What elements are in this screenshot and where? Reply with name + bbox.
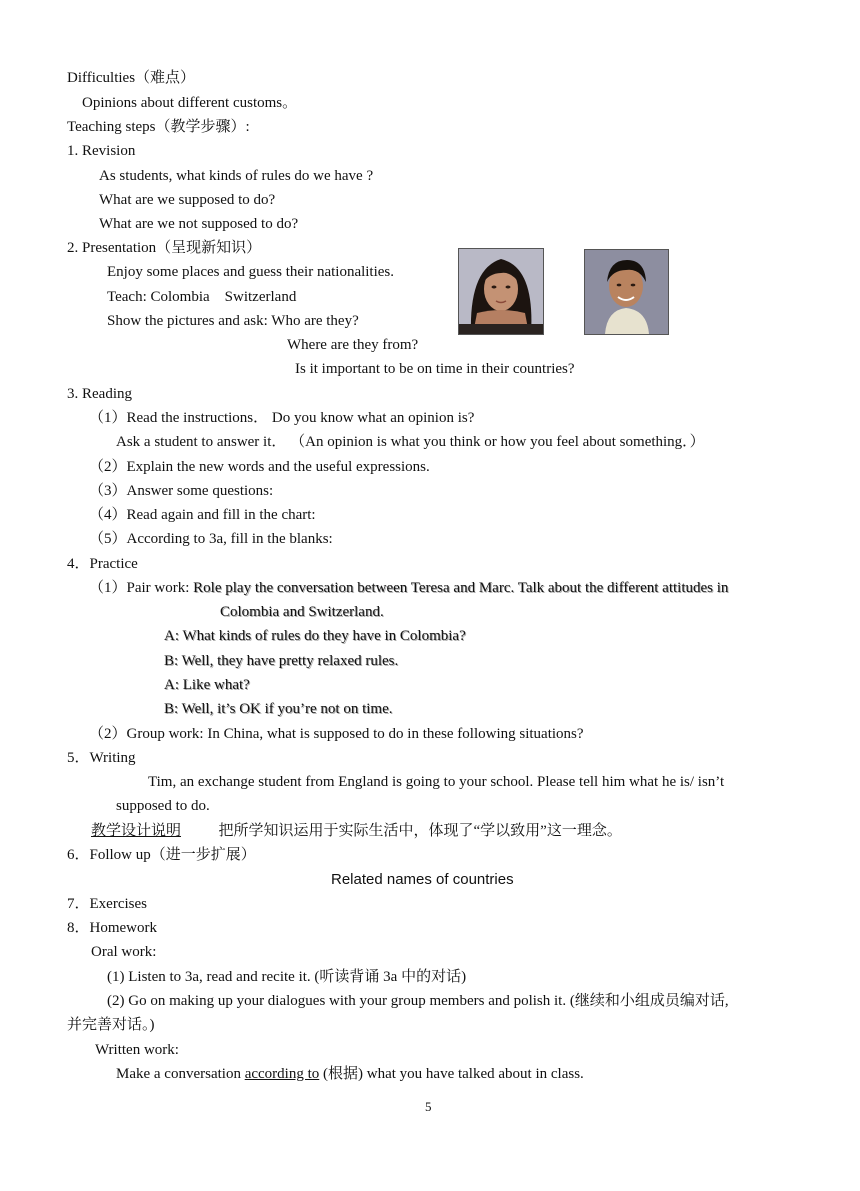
photo-girl (458, 248, 544, 335)
difficulties-heading: Difficulties（难点） (67, 70, 196, 86)
step-reading: 3. Reading (67, 386, 132, 402)
practice-2: （2）Group work: In China, what is supposed to do in these following situations? (89, 726, 584, 742)
presentation-line3: Show the pictures and ask: Who are they? (107, 313, 359, 329)
homework-2: (2) Go on making up your dialogues with your group members and polish it. (继续和小组成员编对话, (107, 993, 729, 1009)
reading-4: （4）Read again and fill in the chart: (89, 507, 316, 523)
presentation-line4: Where are they from? (287, 337, 419, 353)
presentation-line5: Is it important to be on time in their countries? (295, 361, 575, 377)
dialogue-b1: B: Well, they have pretty relaxed rules. (164, 653, 399, 669)
page-number: 5 (425, 1099, 432, 1114)
reading-2: （2）Explain the new words and the useful expressions. (89, 459, 430, 475)
presentation-line2: Teach: Colombia Switzerland (107, 289, 297, 305)
dialogue-a1: A: What kinds of rules do they have in Colombia? (164, 628, 466, 644)
homework-3 (116, 1064, 584, 1084)
oral-work-label: Oral work: (91, 944, 157, 960)
design-note-label: 教学设计说明 (91, 823, 182, 839)
design-note-text: 把所学知识运用于实际生活中，体现了“学以致用”这一理念。 (218, 823, 622, 839)
writing-line2: supposed to do. (116, 798, 210, 814)
revision-q3: What are we not supposed to do? (99, 216, 299, 232)
dialogue-b2: B: Well, it’s OK if you’re not on time. (164, 701, 393, 717)
dialogue-a2: A: Like what? (164, 677, 250, 693)
teaching-steps-heading: Teaching steps（教学步骤）: (67, 119, 250, 135)
practice-1-prefix: （1）Pair work: (89, 580, 194, 596)
reading-3: （3）Answer some questions: (89, 483, 274, 499)
related-names-title: Related names of countries (331, 871, 514, 888)
homework-2-cont: 并完善对话。) (67, 1017, 155, 1033)
design-note (91, 821, 622, 841)
homework-3-underlined: according to (244, 1066, 320, 1082)
reading-1: （1）Read the instructions． Do you know what an opinion is? (89, 410, 475, 426)
revision-q2: What are we supposed to do? (99, 192, 276, 208)
practice-1-text2: Colombia and Switzerland. (220, 604, 384, 620)
step-exercises: 7．Exercises (67, 896, 147, 912)
photo-boy (584, 249, 669, 335)
practice-1 (89, 578, 728, 598)
written-work-label: Written work: (95, 1042, 179, 1058)
step-follow-up: 6．Follow up（进一步扩展） (67, 847, 256, 863)
revision-q1: As students, what kinds of rules do we have ? (99, 168, 374, 184)
homework-3-pre: Make a conversation (116, 1066, 245, 1082)
step-writing: 5．Writing (67, 750, 136, 766)
step-presentation: 2. Presentation（呈现新知识） (67, 240, 262, 256)
step-revision: 1. Revision (67, 143, 136, 159)
step-practice: 4．Practice (67, 556, 138, 572)
reading-5: （5）According to 3a, fill in the blanks: (89, 531, 333, 547)
writing-line1: Tim, an exchange student from England is going to your school. Please tell him what he is/ isn’t (148, 774, 725, 790)
presentation-line1: Enjoy some places and guess their nationalities. (107, 264, 395, 280)
practice-1-text: Role play the conversation between Teresa and Marc. Talk about the different attitudes in (193, 580, 729, 596)
homework-1: (1) Listen to 3a, read and recite it. (听读背诵 3a 中的对话) (107, 969, 467, 985)
difficulties-text: Opinions about different customs。 (82, 95, 298, 111)
reading-1b: Ask a student to answer it． （An opinion is what you think or how you feel about something．） (116, 434, 705, 450)
step-homework: 8．Homework (67, 920, 157, 936)
homework-3-post: (根据) what you have talked about in class. (319, 1066, 584, 1082)
